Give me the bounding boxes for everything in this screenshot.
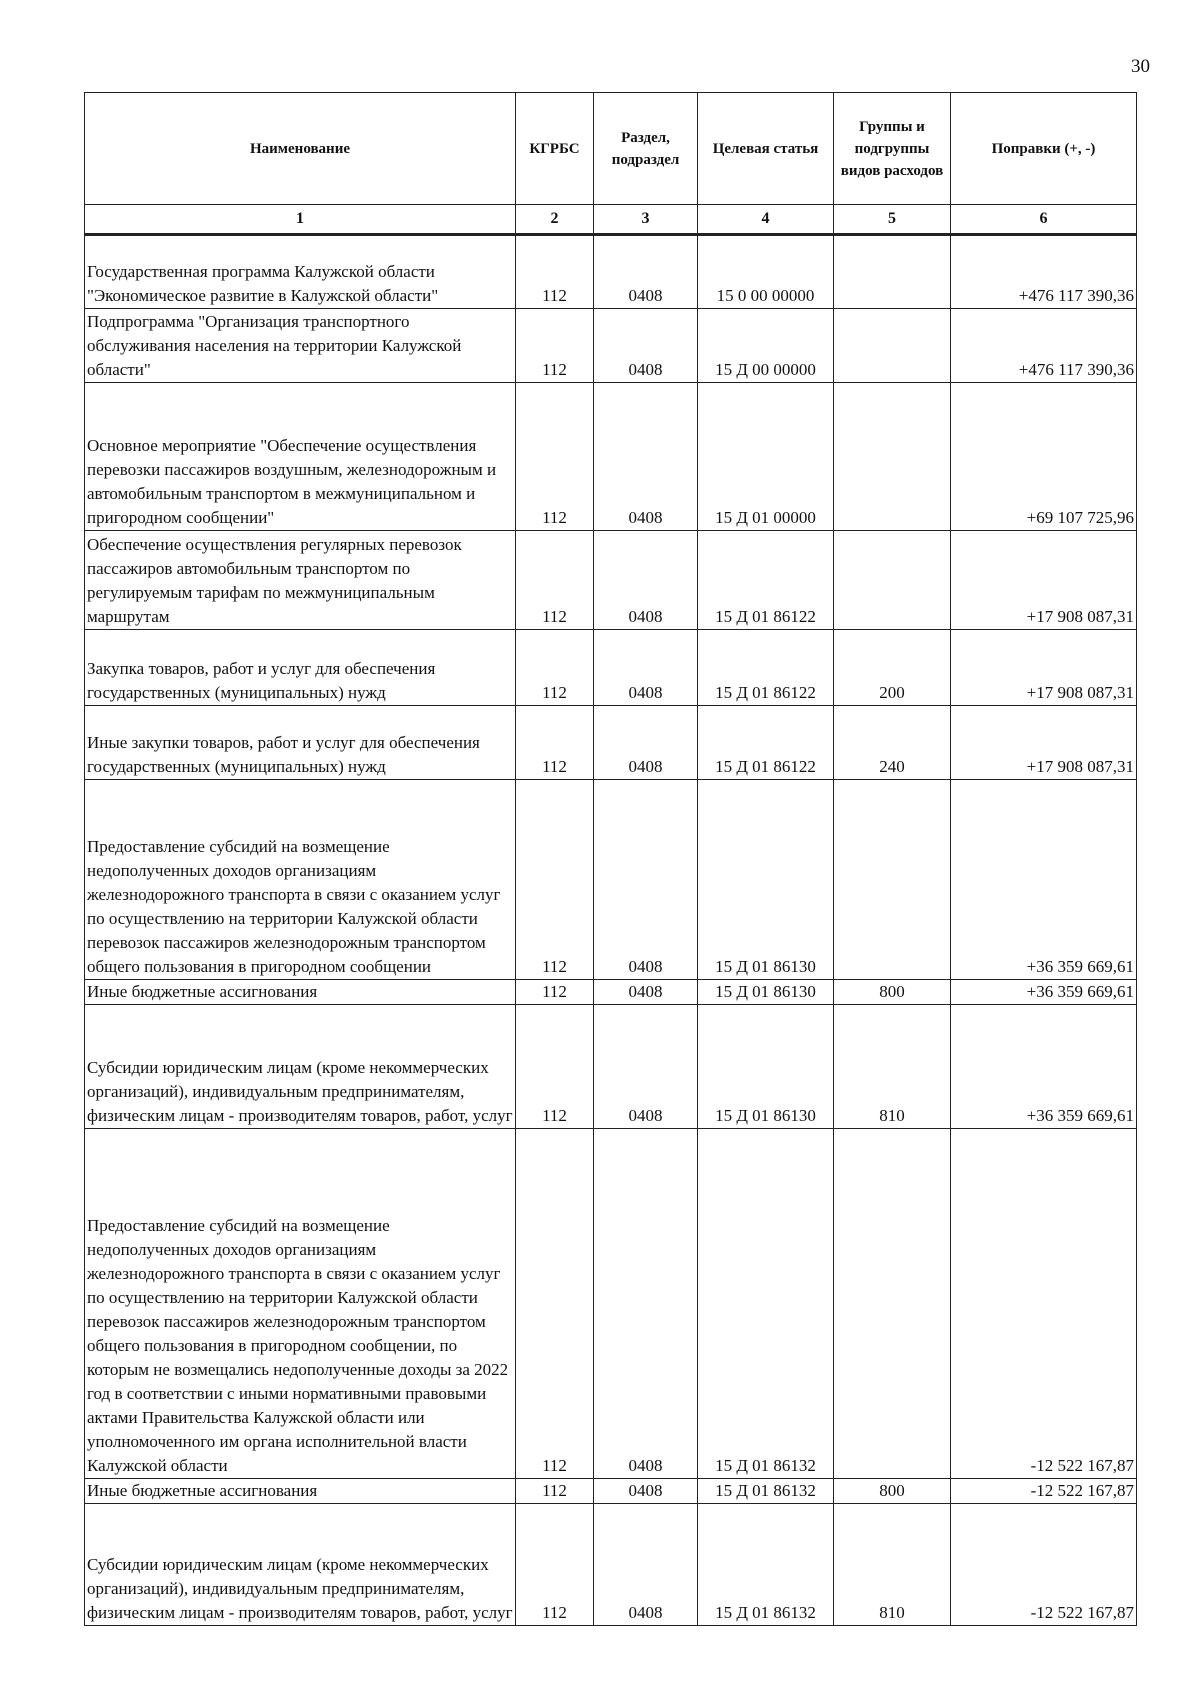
row-group: 240 (834, 706, 951, 780)
row-kgrbs: 112 (516, 235, 594, 309)
table-row (85, 531, 1137, 630)
row-kgrbs: 112 (516, 531, 594, 630)
row-group: 810 (834, 1504, 951, 1626)
row-kgrbs: 112 (516, 780, 594, 980)
row-target: 15 Д 01 86122 (698, 706, 834, 780)
row-kgrbs: 112 (516, 309, 594, 383)
row-kgrbs: 112 (516, 980, 594, 1005)
row-kgrbs: 112 (516, 1479, 594, 1504)
row-name: Субсидии юридическим лицам (кроме некоммерческих организаций), индивидуальным предпринимателям, физическим лицам - производителям товаров, работ, услуг (85, 1504, 516, 1626)
row-name: Иные закупки товаров, работ и услуг для обеспечения государственных (муниципальных) нужд (85, 706, 516, 780)
row-amount: +69 107 725,96 (951, 383, 1137, 531)
row-name: Подпрограмма "Организация транспортного обслуживания населения на территории Калужской области" (85, 309, 516, 383)
row-amount: +17 908 087,31 (951, 531, 1137, 630)
header-kgrbs: КГРБС (516, 93, 594, 205)
row-kgrbs: 112 (516, 1129, 594, 1479)
column-number: 3 (594, 205, 698, 235)
row-amount: +476 117 390,36 (951, 235, 1137, 309)
table-row (85, 1479, 1137, 1504)
row-name: Предоставление субсидий на возмещение недополученных доходов организациям железнодорожного транспорта в связи с оказанием услуг по осуществлению на территории Калужской области перевозок пассажиров железнодорожным транспортом общего пользования в пригородном сообщении (85, 780, 516, 980)
row-group: 200 (834, 630, 951, 706)
row-group: 800 (834, 1479, 951, 1504)
row-amount: +476 117 390,36 (951, 309, 1137, 383)
row-section: 0408 (594, 706, 698, 780)
row-target: 15 Д 01 86132 (698, 1504, 834, 1626)
row-target: 15 Д 01 00000 (698, 383, 834, 531)
row-group (834, 235, 951, 309)
column-number: 1 (85, 205, 516, 235)
row-group (834, 309, 951, 383)
row-name: Иные бюджетные ассигнования (85, 1479, 516, 1504)
budget-amendments-table (84, 92, 1137, 1626)
row-target: 15 0 00 00000 (698, 235, 834, 309)
row-target: 15 Д 01 86130 (698, 1005, 834, 1129)
row-amount: +36 359 669,61 (951, 1005, 1137, 1129)
row-name: Иные бюджетные ассигнования (85, 980, 516, 1005)
table-row (85, 309, 1137, 383)
row-kgrbs: 112 (516, 1504, 594, 1626)
page-number: 30 (1131, 56, 1150, 77)
table-row (85, 980, 1137, 1005)
row-name: Субсидии юридическим лицам (кроме некоммерческих организаций), индивидуальным предпринимателям, физическим лицам - производителям товаров, работ, услуг (85, 1005, 516, 1129)
row-kgrbs: 112 (516, 630, 594, 706)
table-row (85, 1504, 1137, 1626)
row-target: 15 Д 01 86122 (698, 630, 834, 706)
row-amount: +36 359 669,61 (951, 980, 1137, 1005)
row-section: 0408 (594, 1479, 698, 1504)
row-group: 800 (834, 980, 951, 1005)
row-section: 0408 (594, 309, 698, 383)
row-section: 0408 (594, 630, 698, 706)
row-amount: -12 522 167,87 (951, 1129, 1137, 1479)
header-name: Наименование (85, 93, 516, 205)
header-target: Целевая статья (698, 93, 834, 205)
row-target: 15 Д 01 86132 (698, 1479, 834, 1504)
column-number: 6 (951, 205, 1137, 235)
row-section: 0408 (594, 780, 698, 980)
row-target: 15 Д 01 86130 (698, 780, 834, 980)
row-kgrbs: 112 (516, 706, 594, 780)
row-kgrbs: 112 (516, 1005, 594, 1129)
row-name: Обеспечение осуществления регулярных перевозок пассажиров автомобильным транспортом по регулируемым тарифам по межмуниципальным маршрутам (85, 531, 516, 630)
row-target: 15 Д 01 86122 (698, 531, 834, 630)
row-target: 15 Д 01 86130 (698, 980, 834, 1005)
row-group (834, 1129, 951, 1479)
row-name: Предоставление субсидий на возмещение недополученных доходов организациям железнодорожного транспорта в связи с оказанием услуг по осуществлению на территории Калужской области перевозок пассажиров железнодорожным транспортом общего пользования в пригородном сообщении, по которым не возмещались недополученные доходы за 2022 год в соответствии с иными нормативными правовыми актами Правительства Калужской области или уполномоченного им органа исполнительной власти Калужской области (85, 1129, 516, 1479)
row-section: 0408 (594, 383, 698, 531)
row-amount: +17 908 087,31 (951, 706, 1137, 780)
row-section: 0408 (594, 235, 698, 309)
column-number: 2 (516, 205, 594, 235)
row-amount: -12 522 167,87 (951, 1504, 1137, 1626)
table-row (85, 383, 1137, 531)
row-section: 0408 (594, 980, 698, 1005)
table-row (85, 1129, 1137, 1479)
row-section: 0408 (594, 1504, 698, 1626)
row-target: 15 Д 01 86132 (698, 1129, 834, 1479)
header-section: Раздел, подраздел (594, 93, 698, 205)
row-name: Закупка товаров, работ и услуг для обеспечения государственных (муниципальных) нужд (85, 630, 516, 706)
column-number-row (85, 205, 1137, 235)
row-group (834, 531, 951, 630)
row-group: 810 (834, 1005, 951, 1129)
column-number: 4 (698, 205, 834, 235)
row-amount: +17 908 087,31 (951, 630, 1137, 706)
row-name: Государственная программа Калужской области "Экономическое развитие в Калужской области" (85, 235, 516, 309)
header-row (85, 93, 1137, 205)
row-section: 0408 (594, 1005, 698, 1129)
table-row (85, 630, 1137, 706)
header-amendments: Поправки (+, -) (951, 93, 1137, 205)
table-row (85, 706, 1137, 780)
row-amount: +36 359 669,61 (951, 780, 1137, 980)
table-row (85, 780, 1137, 980)
header-groups: Группы и подгруппы видов расходов (834, 93, 951, 205)
row-group (834, 383, 951, 531)
row-target: 15 Д 00 00000 (698, 309, 834, 383)
row-amount: -12 522 167,87 (951, 1479, 1137, 1504)
row-group (834, 780, 951, 980)
row-kgrbs: 112 (516, 383, 594, 531)
row-section: 0408 (594, 1129, 698, 1479)
row-section: 0408 (594, 531, 698, 630)
table-row (85, 1005, 1137, 1129)
column-number: 5 (834, 205, 951, 235)
row-name: Основное мероприятие "Обеспечение осуществления перевозки пассажиров воздушным, железнодорожным и автомобильным транспортом в межмуниципальном и пригородном сообщении" (85, 383, 516, 531)
table-row (85, 235, 1137, 309)
